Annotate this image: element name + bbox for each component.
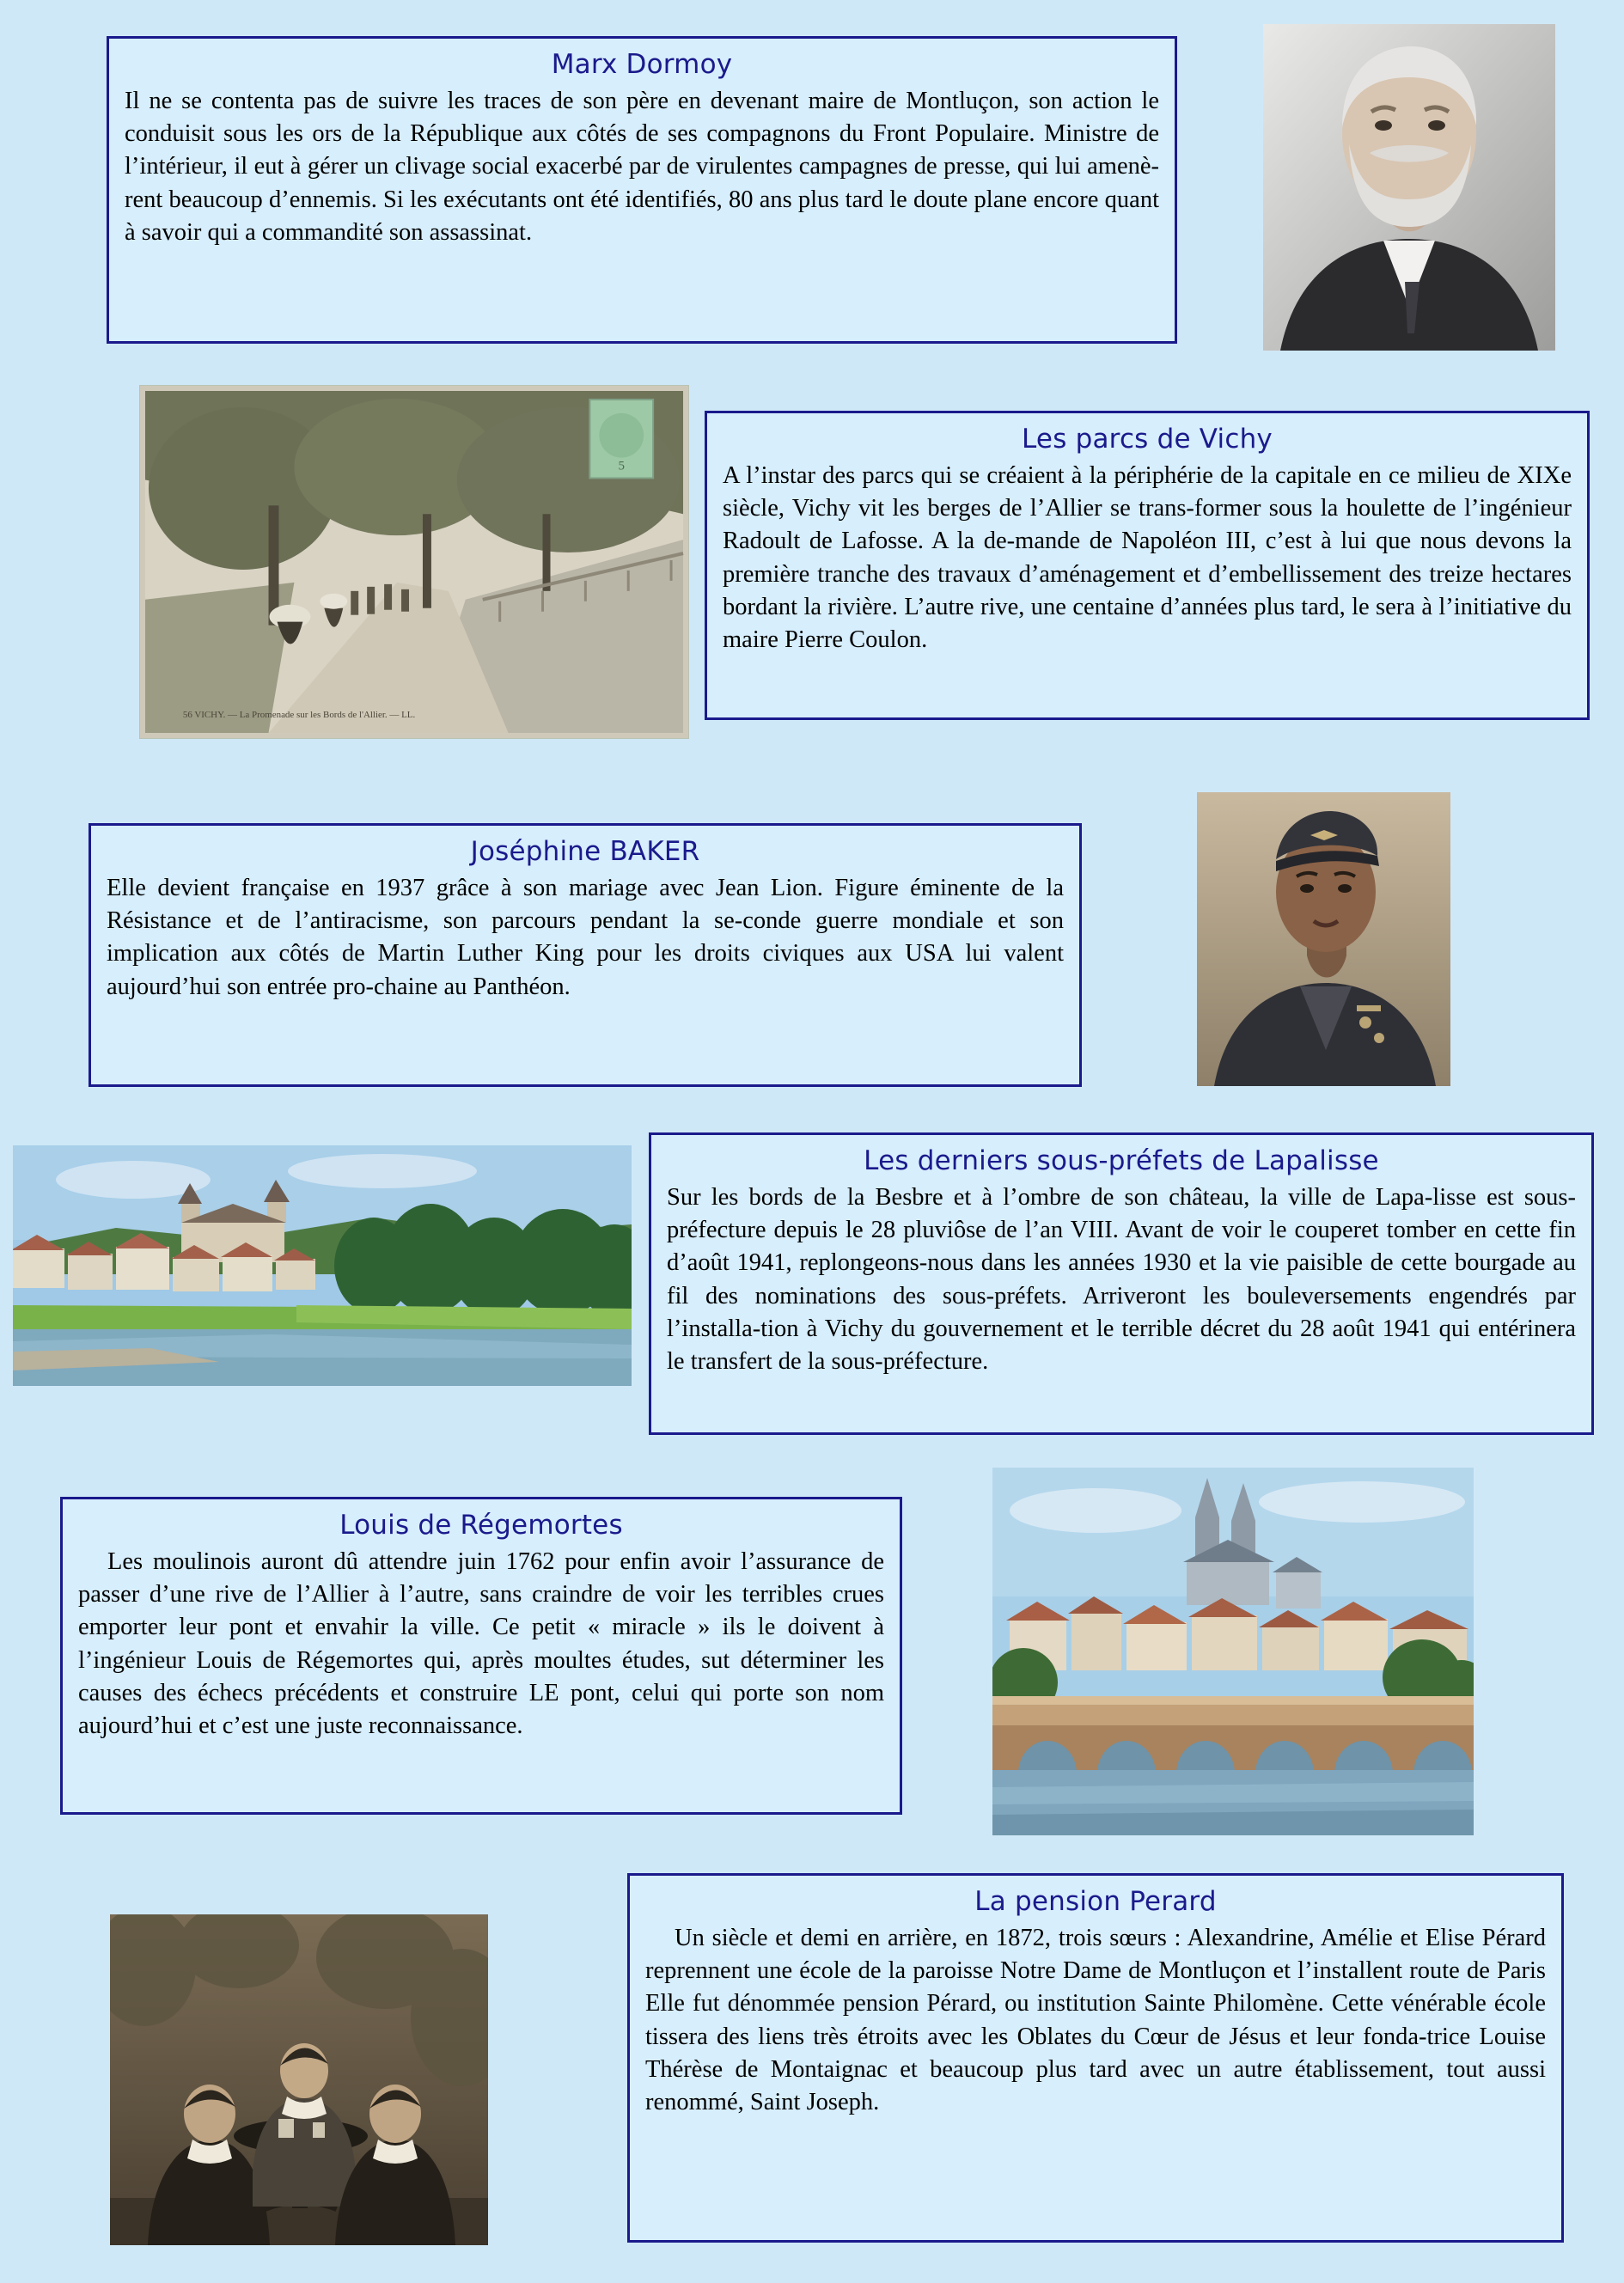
article-text-dormoy: Il ne se contenta pas de suivre les traces de son père en devenant maire de Montluçon, son action le conduisit sous les ors de la République aux côtés de ses compagnons du Front Populaire. Ministre de l’intérieur, il eut à gérer un clivage social exacerbé par de virulentes campagnes de presse, qui lui amenè-rent beaucoup d’ennemis. Si les exécutants ont été identifiés, 80 ans plus tard le doute plane encore quant à savoir qui a commandité son assassinat. [125, 88, 1159, 246]
article-box-baker [89, 823, 1082, 1087]
photo-pension-perard [110, 1914, 488, 2245]
article-title-pension: La pension Perard [974, 1886, 1217, 1917]
svg-text:56 VICHY. — La Promenade su: 56 VICHY. — La Promenade sur les Bords de l'Allier. — LL. [182, 710, 416, 721]
article-box-lapalisse [649, 1132, 1594, 1435]
article-title-dormoy: Marx Dormoy [551, 49, 733, 80]
photo-josephine-baker [1197, 792, 1450, 1086]
article-box-pension [627, 1873, 1564, 2243]
article-title-lapalisse: Les derniers sous-préfets de Lapalisse [864, 1145, 1379, 1176]
article-text-pension: Un siècle et demi en arrière, en 1872, trois sœurs : Alexandrine, Amélie et Elise Pérard reprennent une école de la paroisse Notre Dame de Montluçon et l’installent route de Paris Elle fut dénommée pension Pérard, ou institution Sainte Philomène. Cette vénérable école tissera des liens très étroits avec les Oblates du Cœur de Jésus et leur fonda-trice Louise Thérèse de Montaignac et beaucoup plus tard avec un autre établissement, tout aussi renommé, Saint Joseph. [645, 1925, 1546, 2115]
article-text-lapalisse: Sur les bords de la Besbre et à l’ombre de son château, la ville de Lapa-lisse est sous-préfecture depuis le 28 pluviôse de l’an VIII. Avant de voir le couperet tomber en cette fin d’août 1941, replongeons-nous dans les années 1930 et la vie paisible de cette bourgade au fil des nominations des sous-préfets. Arriveront les bouleversements engendrés par l’installa-tion à Vichy du gouvernement et le terrible décret du 28 août 1941 qui entérinera le transfert de la sous-préfecture. [667, 1184, 1576, 1375]
svg-text:5: 5 [618, 459, 625, 473]
photo-marx-dormoy [1263, 24, 1555, 351]
article-box-vichy [705, 411, 1590, 720]
article-text-vichy: A l’instar des parcs qui se créaient à la périphérie de la capitale en ce milieu de XIXe siècle, Vichy vit les berges de l’Allier se trans-former sous la houlette de l’ingénieur Radoult de Lafosse. A la de-mande de Napoléon III, c’est à lui que nous devons la première tranche des travaux d’aménagement et d’embellissement des treize hectares bordant la rivière. L’autre rive, une centaine d’années plus tard, le sera à l’initiative du maire Pierre Coulon. [723, 462, 1572, 653]
article-title-baker: Joséphine BAKER [470, 836, 700, 867]
article-box-dormoy [107, 36, 1177, 344]
article-title-vichy: Les parcs de Vichy [1022, 424, 1273, 455]
article-title-regemortes: Louis de Régemortes [339, 1510, 623, 1541]
photo-pont-regemortes [992, 1468, 1474, 1835]
photo-lapalisse [13, 1145, 632, 1386]
article-box-regemortes [60, 1497, 902, 1815]
article-text-regemortes: Les moulinois auront dû attendre juin 1762 pour enfin avoir l’assurance de passer d’une rive de l’Allier à l’autre, sans craindre de voir les terribles crues emporter leur pont et envahir la ville. Ce petit « miracle » ils le doivent à l’ingénieur Louis de Régemortes qui, après moultes études, sut déterminer les causes des échecs précédents et construire LE pont, celui qui porte son nom aujourd’hui et c’est une juste reconnaissance. [78, 1548, 884, 1739]
article-text-baker: Elle devient française en 1937 grâce à son mariage avec Jean Lion. Figure éminente de la Résistance et de l’antiracisme, son parcours pendant la se-conde guerre mondiale et son implication aux côtés de Martin Luther King pour les droits civiques aux USA lui valent aujourd’hui son entrée pro-chaine au Panthéon. [107, 875, 1064, 1000]
photo-postcard-vichy [139, 385, 689, 739]
